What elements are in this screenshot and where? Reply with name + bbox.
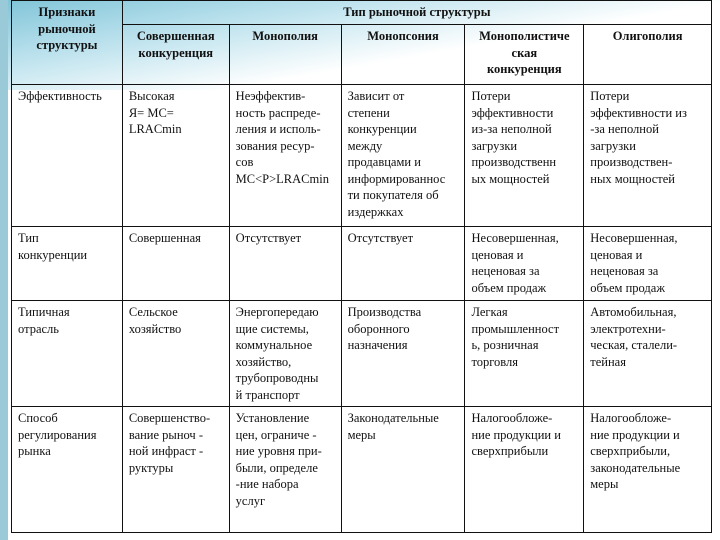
column-header: Олигополия [584,25,712,85]
row-label: Типичная отрасль [12,301,123,407]
row-label: Способ регулирования рынка [12,407,123,533]
column-header: Монопсония [341,25,465,85]
table-cell: Потери эффективности из-за неполной загрузки производственн ых мощностей [465,85,584,227]
column-header: Монополистиче ская конкуренция [465,25,584,85]
table-cell: Сельское хозяйство [122,301,229,407]
table-cell: Совершенство- вание рыноч - ной инфраст - руктуры [122,407,229,533]
table-row [12,301,712,407]
table-cell: Налогообложе- ние продукции и сверхприбыли, законодательные меры [584,407,712,533]
table-cell: Отсутствует [341,227,465,301]
column-header: Монополия [229,25,341,85]
table-cell: Несовершенная, ценовая и неценовая за объем продаж [584,227,712,301]
table-cell: Производства оборонного назначения [341,301,465,407]
column-header: Совершенная конкуренция [122,25,229,85]
row-label: Эффективность [12,85,123,227]
table-cell: Высокая Я= МС= LRACmin [122,85,229,227]
group-header: Тип рыночной структуры [122,1,711,25]
table-cell: Налогообложе- ние продукции и сверхприбыли [465,407,584,533]
table-cell: Совершенная [122,227,229,301]
table-cell: Энергопередаю щие системы, коммунальное хозяйство, трубопроводны й транспорт [229,301,341,407]
table-cell: Легкая промышленност ь, розничная торговля [465,301,584,407]
table-cell: Зависит от степени конкуренции между продавцами и информированнос ти покупателя об издержках [341,85,465,227]
table-row [12,407,712,533]
slide-left-border [0,0,8,540]
table-cell: Законодательные меры [341,407,465,533]
table-row [12,85,712,227]
market-structure-table [11,0,712,533]
table-cell: Потери эффективности из -за неполной загрузки производствен- ных мощностей [584,85,712,227]
row-label-header: Признаки рыночной структуры [12,1,123,85]
table-cell: Отсутствует [229,227,341,301]
table-row [12,227,712,301]
row-label: Тип конкуренции [12,227,123,301]
table-cell: Автомобильная, электротехни- ческая, сталели- тейная [584,301,712,407]
table-cell: Неэффектив- ность распреде- ления и исполь- зования ресур- сов МС<P>LRACmin [229,85,341,227]
table-cell: Несовершенная, ценовая и неценовая за объем продаж [465,227,584,301]
table-cell: Установление цен, ограниче - ние уровня при- были, определе -ние набора услуг [229,407,341,533]
